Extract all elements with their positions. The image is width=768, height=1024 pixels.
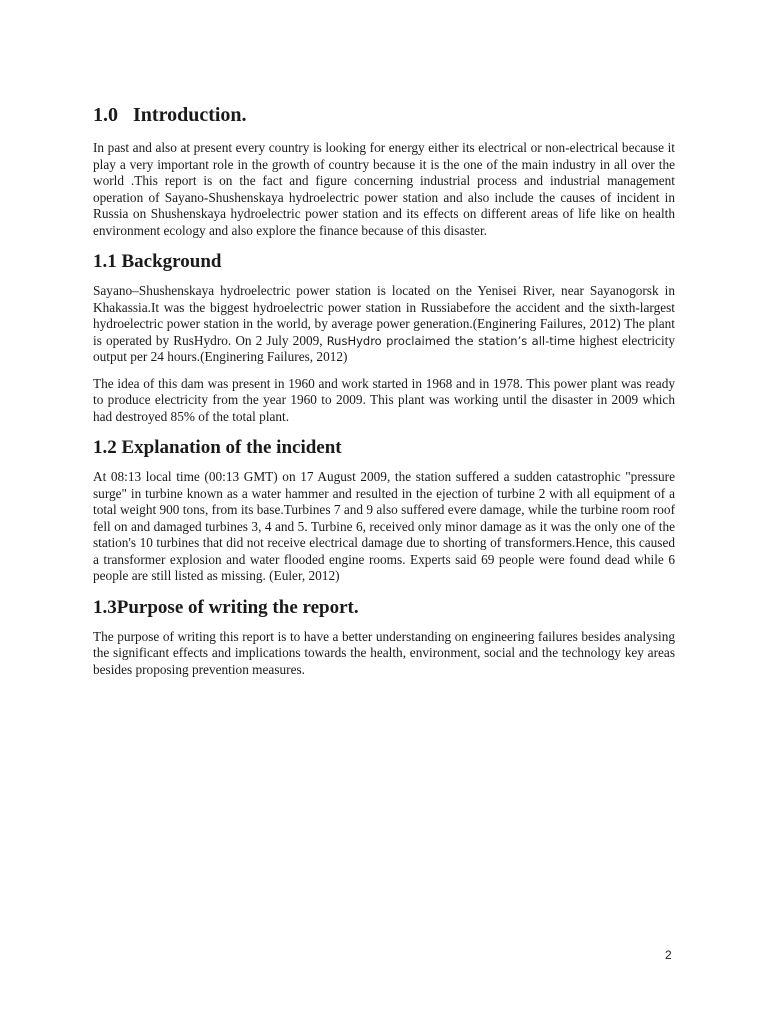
document-page	[93, 100, 675, 688]
background-text-a: Sayano–Shushenskaya hydroelectric power station is located on the Yenisei River, near Sayanogorsk in Khakassia.It was the biggest hydroelectric power station in Russiabefore the accident and the sixth-largest hydroelectric power station in the world, by average power generation.(Enginering Failures, 2012) The plant is operated by RusHydro. On 2 July 2009,	[93, 283, 675, 348]
background-paragraph-1	[93, 283, 675, 366]
section-heading-background: 1.1 Background	[93, 251, 222, 272]
section-heading-incident: 1.2 Explanation of the incident	[93, 437, 342, 458]
section-heading-introduction: 1.0 Introduction.	[93, 104, 247, 126]
background-paragraph-2: The idea of this dam was present in 1960 and work started in 1968 and in 1978. This power plant was ready to produce electricity from the year 1960 to 2009. This plant was working until the disaster in 2009 which had destroyed 85% of the total plant.	[93, 375, 675, 424]
introduction-paragraph: In past and also at present every country is looking for energy either its electrical or non-electrical because it play a very important role in the growth of country because it is the one of the main industry in all over the world .This report is on the fact and figure concerning industrial process and industrial management operation of Sayano-Shushenskaya hydroelectric power station and also include the causes of incident in Russia on Shushenskaya hydroelectric power station and its effects on different areas of life like on health environment ecology and also explore the finance because of this disaster.	[93, 140, 675, 238]
incident-paragraph: At 08:13 local time (00:13 GMT) on 17 August 2009, the station suffered a sudden catastrophic "pressure surge" in turbine known as a water hammer and resulted in the ejection of turbine 2 with all equipment of a total weight 900 tons, from its base.Turbines 7 and 9 also suffered evere damage, while the turbine room roof fell on and damaged turbines 3, 4 and 5. Turbine 6, received only minor damage as it was the only one of the station's 10 turbines that did not receive electrical damage due to shorting of transformers.Hence, this caused a transformer explosion and water flooded engine rooms. Experts said 69 people were found dead while 6 people are still listed as missing. (Euler, 2012)	[93, 469, 675, 583]
purpose-paragraph: The purpose of writing this report is to have a better understanding on engineering failures besides analysing the significant effects and implications towards the health, environment, social and the technology key areas besides proposing prevention measures.	[93, 628, 675, 677]
page-number: 2	[665, 948, 672, 962]
background-text-b: RusHydro proclaimed the station’s all-time	[326, 333, 576, 348]
background-text-c: highest electricity output per 24 hours.(Enginering Failures, 2012)	[93, 332, 675, 364]
section-heading-purpose: 1.3Purpose of writing the report.	[93, 596, 359, 618]
